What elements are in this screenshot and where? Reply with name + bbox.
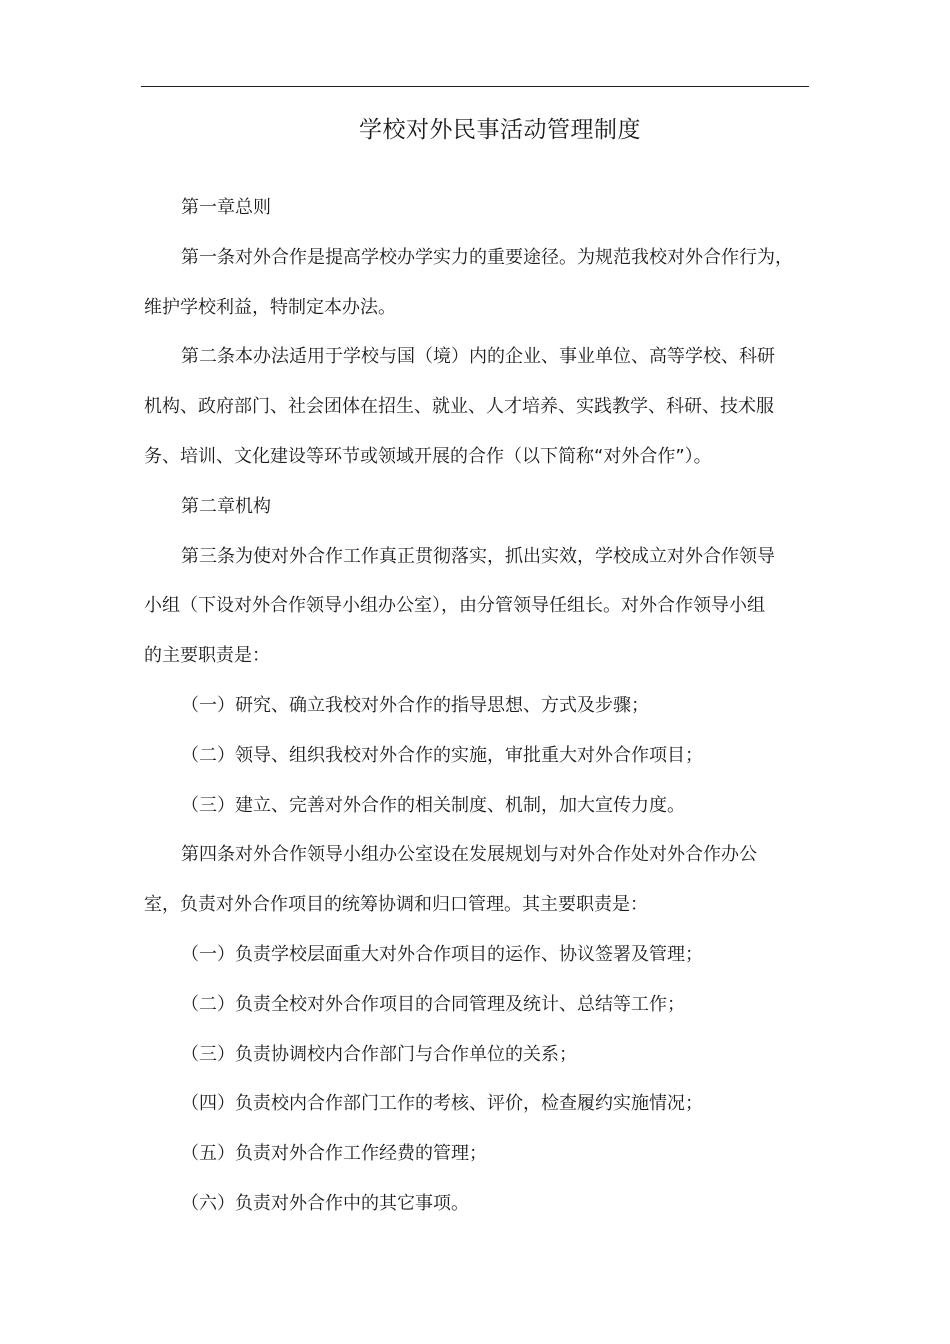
header-rule: [141, 86, 809, 87]
paragraph-line: 第二条本办法适用于学校与国（境）内的企业、事业单位、高等学校、科研: [181, 346, 775, 368]
paragraph-line: 维护学校利益，特制定本办法。: [144, 296, 396, 318]
paragraph-line: 室，负责对外合作项目的统筹协调和归口管理。其主要职责是：: [144, 894, 648, 916]
paragraph-line: 务、培训、文化建设等环节或领域开展的合作（以下简称“对外合作”）。: [144, 445, 712, 467]
paragraph-line: （二）负责全校对外合作项目的合同管理及统计、总结等工作；: [181, 993, 685, 1015]
chapter-heading: 第二章机构: [181, 495, 271, 517]
paragraph-line: （三）建立、完善对外合作的相关制度、机制，加大宣传力度。: [181, 794, 685, 816]
chapter-heading: 第一章总则: [181, 197, 271, 218]
paragraph-line: （六）负责对外合作中的其它事项。: [181, 1192, 469, 1214]
paragraph-line: （四）负责校内合作部门工作的考核、评价，检查履约实施情况；: [181, 1093, 703, 1115]
paragraph-line: （一）负责学校层面重大对外合作项目的运作、协议签署及管理；: [181, 943, 703, 965]
paragraph-line: 第四条对外合作领导小组办公室设在发展规划与对外合作处对外合作办公: [181, 844, 757, 866]
paragraph-line: （一）研究、确立我校对外合作的指导思想、方式及步骤；: [181, 694, 649, 716]
paragraph-line: 第一条对外合作是提高学校办学实力的重要途径。为规范我校对外合作行为，: [181, 246, 793, 268]
paragraph-line: 小组（下设对外合作领导小组办公室），由分管领导任组长。对外合作领导小组: [144, 595, 765, 617]
paragraph-line: 的主要职责是：: [144, 645, 270, 667]
paragraph-line: （二）领导、组织我校对外合作的实施，审批重大对外合作项目；: [181, 744, 703, 766]
document-title: 学校对外民事活动管理制度: [359, 117, 641, 143]
paragraph-line: 机构、政府部门、社会团体在招生、就业、人才培养、实践教学、科研、技术服: [144, 396, 774, 418]
paragraph-line: 第三条为使对外合作工作真正贯彻落实，抓出实效，学校成立对外合作领导: [181, 545, 775, 567]
paragraph-line: （五）负责对外合作工作经费的管理；: [181, 1143, 487, 1165]
paragraph-line: （三）负责协调校内合作部门与合作单位的关系；: [181, 1043, 577, 1065]
document-body: [144, 191, 830, 1237]
